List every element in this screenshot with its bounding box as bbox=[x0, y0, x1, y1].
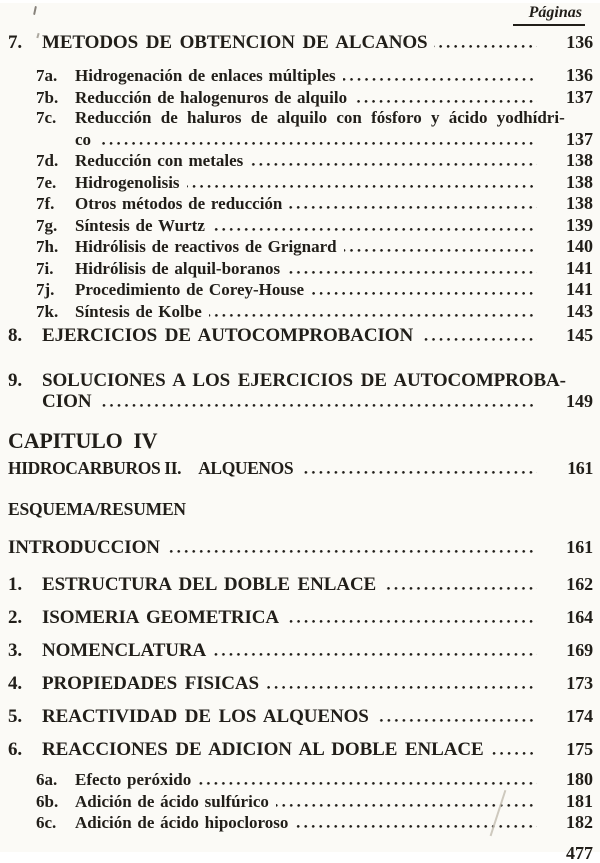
entry-page: 164 bbox=[566, 607, 593, 627]
entry-title: Reducción de halogenuros de alquilo bbox=[75, 87, 348, 107]
entry-page: 137 bbox=[566, 128, 593, 149]
toc-subentry bbox=[8, 108, 593, 129]
section-heading bbox=[8, 499, 593, 520]
toc-entry bbox=[8, 325, 593, 346]
toc-subentry bbox=[8, 258, 593, 280]
entry-page: 138 bbox=[566, 150, 593, 170]
toc-entry-continuation bbox=[8, 391, 593, 412]
toc-subentry bbox=[8, 150, 593, 172]
entry-number: 6. bbox=[8, 739, 23, 760]
entry-page: 145 bbox=[566, 325, 593, 345]
entry-number: 7a. bbox=[36, 66, 58, 85]
toc-subentry bbox=[8, 791, 593, 813]
entry-title: EJERCICIOS DE AUTOCOMPROBACION bbox=[42, 325, 414, 346]
entry-title: Hidrólisis de reactivos de Grignard bbox=[75, 237, 337, 256]
dot-leader bbox=[383, 587, 537, 590]
entry-number: 4. bbox=[8, 673, 23, 694]
entry-number: 7k. bbox=[36, 301, 59, 321]
toc-page bbox=[0, 3, 600, 863]
entry-page: 141 bbox=[566, 257, 593, 278]
toc-subentry bbox=[8, 193, 593, 215]
dot-leader bbox=[354, 100, 537, 103]
entry-page: 137 bbox=[566, 86, 593, 107]
entry-title: Otros métodos de reducción bbox=[75, 194, 283, 213]
dot-leader bbox=[213, 653, 537, 656]
entry-title: METODOS DE OBTENCION DE ALCANOS bbox=[42, 32, 428, 53]
entry-page: 173 bbox=[566, 673, 593, 693]
toc-entry-continuation bbox=[8, 129, 593, 151]
toc-content bbox=[0, 3, 600, 862]
entry-title: Hidrólisis de alquil-boranos bbox=[75, 258, 281, 278]
entry-page: 175 bbox=[566, 739, 593, 759]
entry-page: 169 bbox=[566, 640, 593, 660]
toc-entry bbox=[8, 607, 593, 628]
toc-subentry bbox=[8, 812, 593, 834]
entry-page: 138 bbox=[566, 171, 593, 192]
entry-number: 7c. bbox=[36, 108, 57, 127]
entry-page: 141 bbox=[566, 279, 593, 299]
toc-subentry bbox=[8, 65, 593, 87]
entry-page: 140 bbox=[566, 236, 593, 256]
dot-leader bbox=[420, 338, 537, 341]
dot-leader bbox=[167, 550, 537, 553]
dot-leader bbox=[287, 271, 537, 274]
entry-title: Reducción con metales bbox=[75, 151, 244, 170]
entry-number: 6c. bbox=[36, 813, 57, 832]
entry-page: 182 bbox=[566, 812, 593, 832]
toc-entry bbox=[8, 640, 593, 661]
entry-title: Reducción de haluros de alquilo con fósforo y ácido yodhídri- bbox=[75, 108, 565, 127]
entry-title: PROPIEDADES FISICAS bbox=[42, 673, 260, 694]
dot-leader bbox=[434, 45, 537, 48]
dot-leader bbox=[276, 804, 537, 807]
entry-title: INTRODUCCION bbox=[8, 537, 160, 558]
entry-title: REACTIVIDAD DE LOS ALQUENOS bbox=[42, 706, 369, 727]
entry-page: 162 bbox=[566, 574, 593, 594]
toc-subentry bbox=[8, 172, 593, 194]
dot-leader bbox=[187, 185, 537, 188]
toc-entry bbox=[8, 574, 593, 595]
entry-title: HIDROCARBUROS II. ALQUENOS bbox=[8, 458, 294, 478]
toc-subentry bbox=[8, 215, 593, 237]
dot-leader bbox=[286, 620, 537, 623]
entry-number: 7f. bbox=[36, 194, 55, 213]
entry-page: 149 bbox=[566, 391, 593, 411]
toc-entry bbox=[8, 706, 593, 727]
entry-title: REACCIONES DE ADICION AL DOBLE ENLACE bbox=[42, 739, 484, 760]
dot-leader bbox=[491, 752, 537, 755]
toc-subentry bbox=[8, 87, 593, 109]
toc-entry bbox=[8, 370, 593, 391]
dot-leader bbox=[99, 404, 537, 407]
entry-page: 181 bbox=[566, 790, 593, 811]
entry-page: 136 bbox=[566, 32, 593, 52]
toc-entry bbox=[8, 673, 593, 694]
entry-number: 7i. bbox=[36, 258, 54, 278]
entry-title: Hidrogenolisis bbox=[75, 172, 180, 192]
toc-entry bbox=[8, 537, 593, 558]
dot-leader bbox=[250, 163, 537, 166]
entry-page: 139 bbox=[566, 214, 593, 235]
entry-page: 138 bbox=[566, 193, 593, 213]
folio-page-number: 477 bbox=[566, 842, 593, 863]
entry-page: 161 bbox=[566, 537, 593, 557]
toc-entry bbox=[8, 739, 593, 760]
entry-number: 7b. bbox=[36, 87, 59, 107]
chapter-heading-text: CAPITULO IV bbox=[8, 428, 158, 453]
entry-page: 174 bbox=[566, 706, 593, 726]
dot-leader bbox=[343, 78, 537, 81]
chapter-heading bbox=[8, 428, 593, 453]
entry-number: 2. bbox=[8, 607, 23, 628]
entry-title: Hidrogenación de enlaces múltiples bbox=[75, 66, 336, 85]
entry-number: 5. bbox=[8, 706, 23, 727]
dot-leader bbox=[289, 206, 537, 209]
toc-subentry bbox=[8, 279, 593, 301]
entry-title: Adición de ácido sulfúrico bbox=[75, 791, 269, 811]
entry-number: 6b. bbox=[36, 791, 59, 811]
page-footer bbox=[8, 844, 593, 862]
entry-title: Síntesis de Kolbe bbox=[75, 301, 202, 321]
dot-leader bbox=[98, 142, 537, 145]
entry-title: CION bbox=[42, 391, 92, 412]
dot-leader bbox=[198, 782, 537, 785]
chapter-title-entry bbox=[8, 458, 593, 479]
toc-subentry bbox=[8, 236, 593, 258]
dot-leader bbox=[209, 314, 537, 317]
dot-leader bbox=[376, 719, 537, 722]
entry-number: 6a. bbox=[36, 770, 58, 789]
entry-number: 7d. bbox=[36, 151, 59, 170]
entry-number: 7j. bbox=[36, 280, 55, 299]
entry-number: 3. bbox=[8, 640, 23, 661]
entry-page: 143 bbox=[566, 300, 593, 321]
toc-subentry bbox=[8, 769, 593, 791]
dot-leader bbox=[295, 825, 537, 828]
dot-leader bbox=[344, 249, 537, 252]
dot-leader bbox=[266, 686, 537, 689]
entry-title: Adición de ácido hipocloroso bbox=[75, 813, 289, 832]
toc-entry bbox=[8, 32, 593, 53]
pages-column-label: Páginas bbox=[513, 3, 585, 26]
entry-title: SOLUCIONES A LOS EJERCICIOS DE AUTOCOMPROBA- bbox=[42, 370, 566, 391]
entry-title: ESTRUCTURA DEL DOBLE ENLACE bbox=[42, 574, 377, 595]
entry-title: Síntesis de Wurtz bbox=[75, 215, 205, 235]
entry-title: NOMENCLATURA bbox=[42, 640, 207, 661]
entry-number: 7. bbox=[8, 32, 23, 53]
entry-number: 7g. bbox=[36, 215, 58, 235]
entry-number: 1. bbox=[8, 574, 23, 595]
entry-title: co bbox=[75, 129, 92, 149]
toc-subentry bbox=[8, 301, 593, 323]
entry-title: ISOMERIA GEOMETRICA bbox=[42, 607, 280, 628]
entry-number: 7e. bbox=[36, 172, 57, 192]
entry-page: 180 bbox=[566, 769, 593, 789]
entry-page: 161 bbox=[567, 458, 593, 478]
dot-leader bbox=[311, 292, 537, 295]
entry-page: 136 bbox=[566, 65, 593, 85]
column-header bbox=[8, 3, 593, 26]
dot-leader bbox=[212, 228, 537, 231]
entry-number: 7h. bbox=[36, 237, 59, 256]
dot-leader bbox=[300, 471, 537, 474]
entry-number: 9. bbox=[8, 370, 23, 391]
entry-number: 8. bbox=[8, 325, 23, 346]
entry-title: Efecto peróxido bbox=[75, 770, 192, 789]
entry-title: Procedimiento de Corey-House bbox=[75, 280, 304, 299]
section-heading-text: ESQUEMA/RESUMEN bbox=[8, 499, 186, 519]
